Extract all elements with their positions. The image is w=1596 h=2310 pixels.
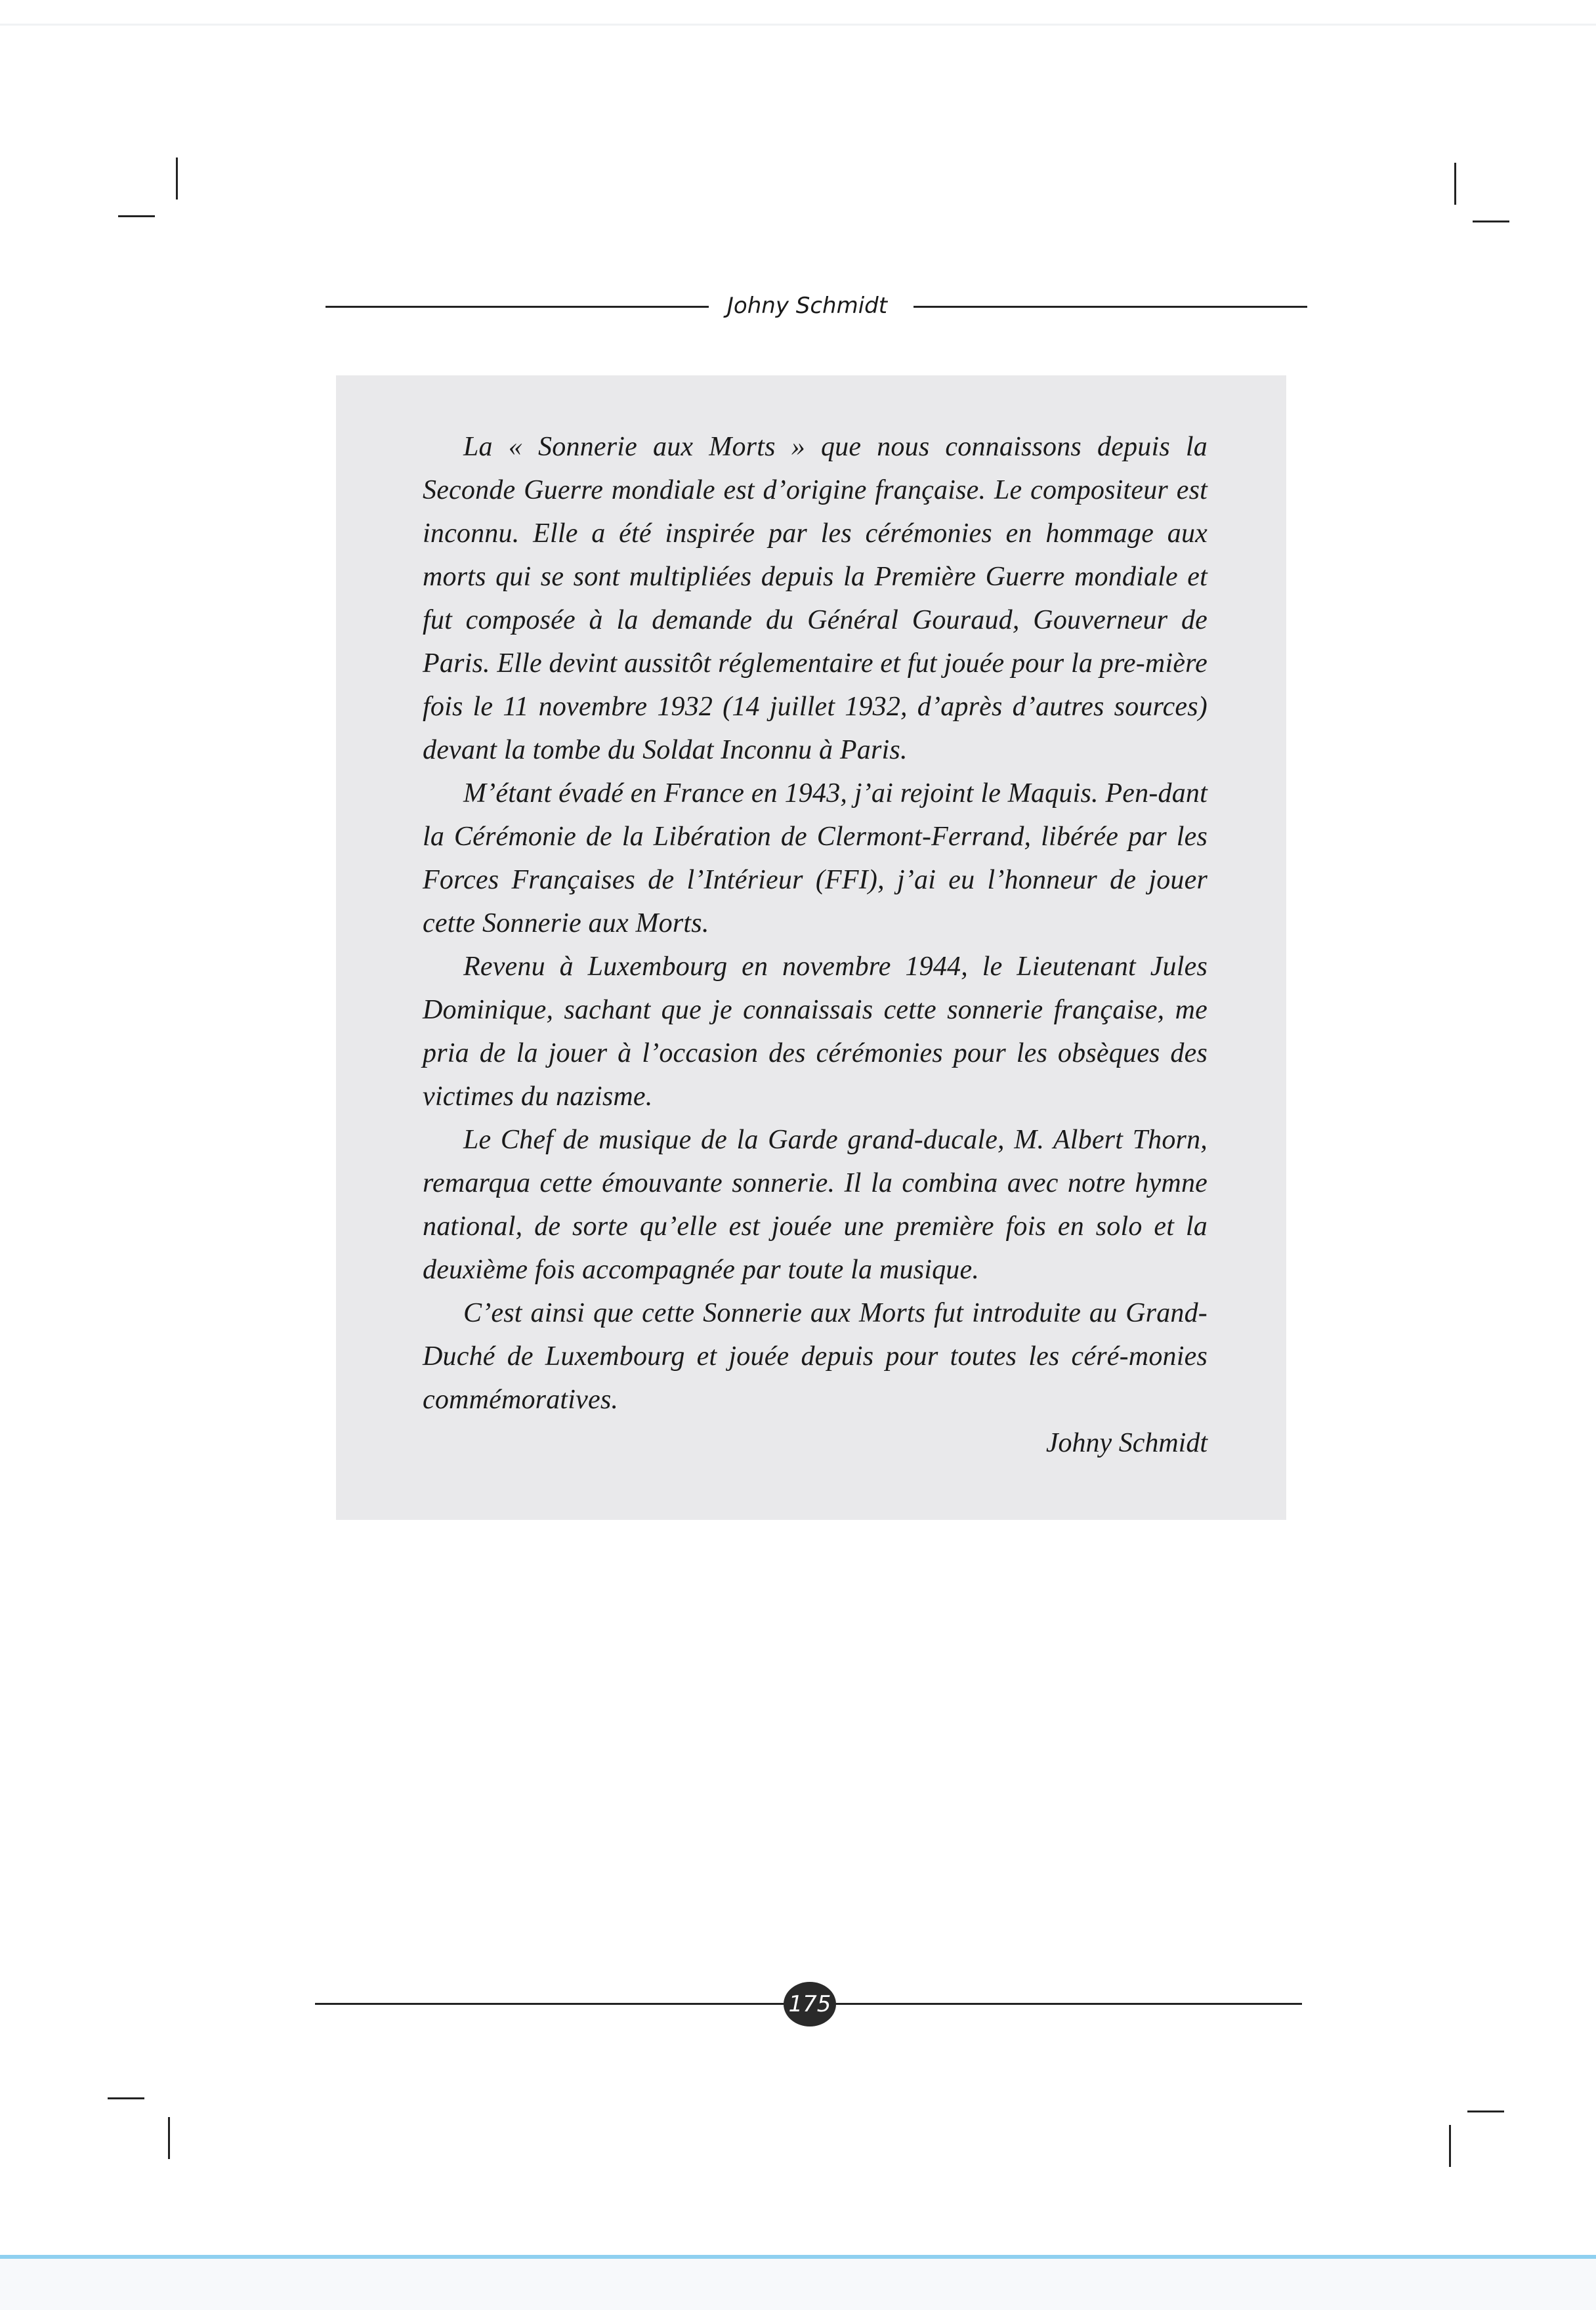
- scan-edge-top: [0, 24, 1596, 26]
- paragraph-maquis: M’étant évadé en France en 1943, j’ai rejoint le Maquis. Pen-dant la Cérémonie de la Libération de Clermont-Ferrand, libérée par les Forces Françaises de l’Intérieur (FFI), j’ai eu l’honneur de jouer cette Sonnerie aux Morts.: [423, 778, 1208, 938]
- paragraph-origin: La « Sonnerie aux Morts » que nous connaissons depuis la Seconde Guerre mondiale est d’origine française. Le compositeur est inconnu. Elle a été inspirée par les cérémonies en hommage aux morts qui se sont multipliées depuis la Première Guerre mondiale et fut composée à la demande du Général Gouraud, Gouverneur de Paris. Elle devint aussitôt réglementaire et fut jouée pour la pre-mière fois le 11 novembre 1932 (14 juillet 1932, d’après d’autres sources) devant la tombe du Soldat Inconnu à Paris.: [423, 432, 1208, 765]
- signature: Johny Schmidt: [1045, 1428, 1208, 1458]
- paragraph-garde: Le Chef de musique de la Garde grand-ducale, M. Albert Thorn, remarqua cette émouvante sonnerie. Il la combina avec notre hymne national, de sorte qu’elle est jouée une première fois en solo et la deuxième fois accompagnée par toute la musique.: [423, 1125, 1208, 1285]
- paragraph-luxembourg: Revenu à Luxembourg en novembre 1944, le Lieutenant Jules Dominique, sachant que je connaissais cette sonnerie française, me pria de la jouer à l’occasion des cérémonies pour les obsèques des victimes du nazisme.: [423, 952, 1208, 1112]
- running-header-title: Johny Schmidt: [726, 293, 888, 319]
- paragraph-conclusion: C’est ainsi que cette Sonnerie aux Morts fut introduite au Grand-Duché de Luxembourg et jouée depuis pour toutes les céré-monies commémoratives.: [423, 1298, 1208, 1415]
- crop-mark-bottom-right-horizontal: [1467, 2110, 1504, 2112]
- crop-mark-bottom-left-vertical: [168, 2117, 170, 2159]
- crop-mark-top-right-horizontal: [1473, 220, 1509, 222]
- crop-mark-bottom-left-horizontal: [108, 2097, 144, 2099]
- header-rule-right: [914, 306, 1307, 308]
- crop-mark-top-left-horizontal: [118, 215, 155, 217]
- footer-rule-left: [315, 2003, 788, 2005]
- quote-box: [336, 375, 1286, 1520]
- scan-margin-bottom: [0, 2259, 1596, 2310]
- crop-mark-top-left-vertical: [176, 158, 178, 200]
- page-number-badge: 175: [784, 1982, 836, 2026]
- crop-mark-bottom-right-vertical: [1449, 2125, 1451, 2167]
- header-rule-left: [326, 306, 709, 308]
- footer-rule-right: [832, 2003, 1302, 2005]
- crop-mark-top-right-vertical: [1454, 163, 1456, 205]
